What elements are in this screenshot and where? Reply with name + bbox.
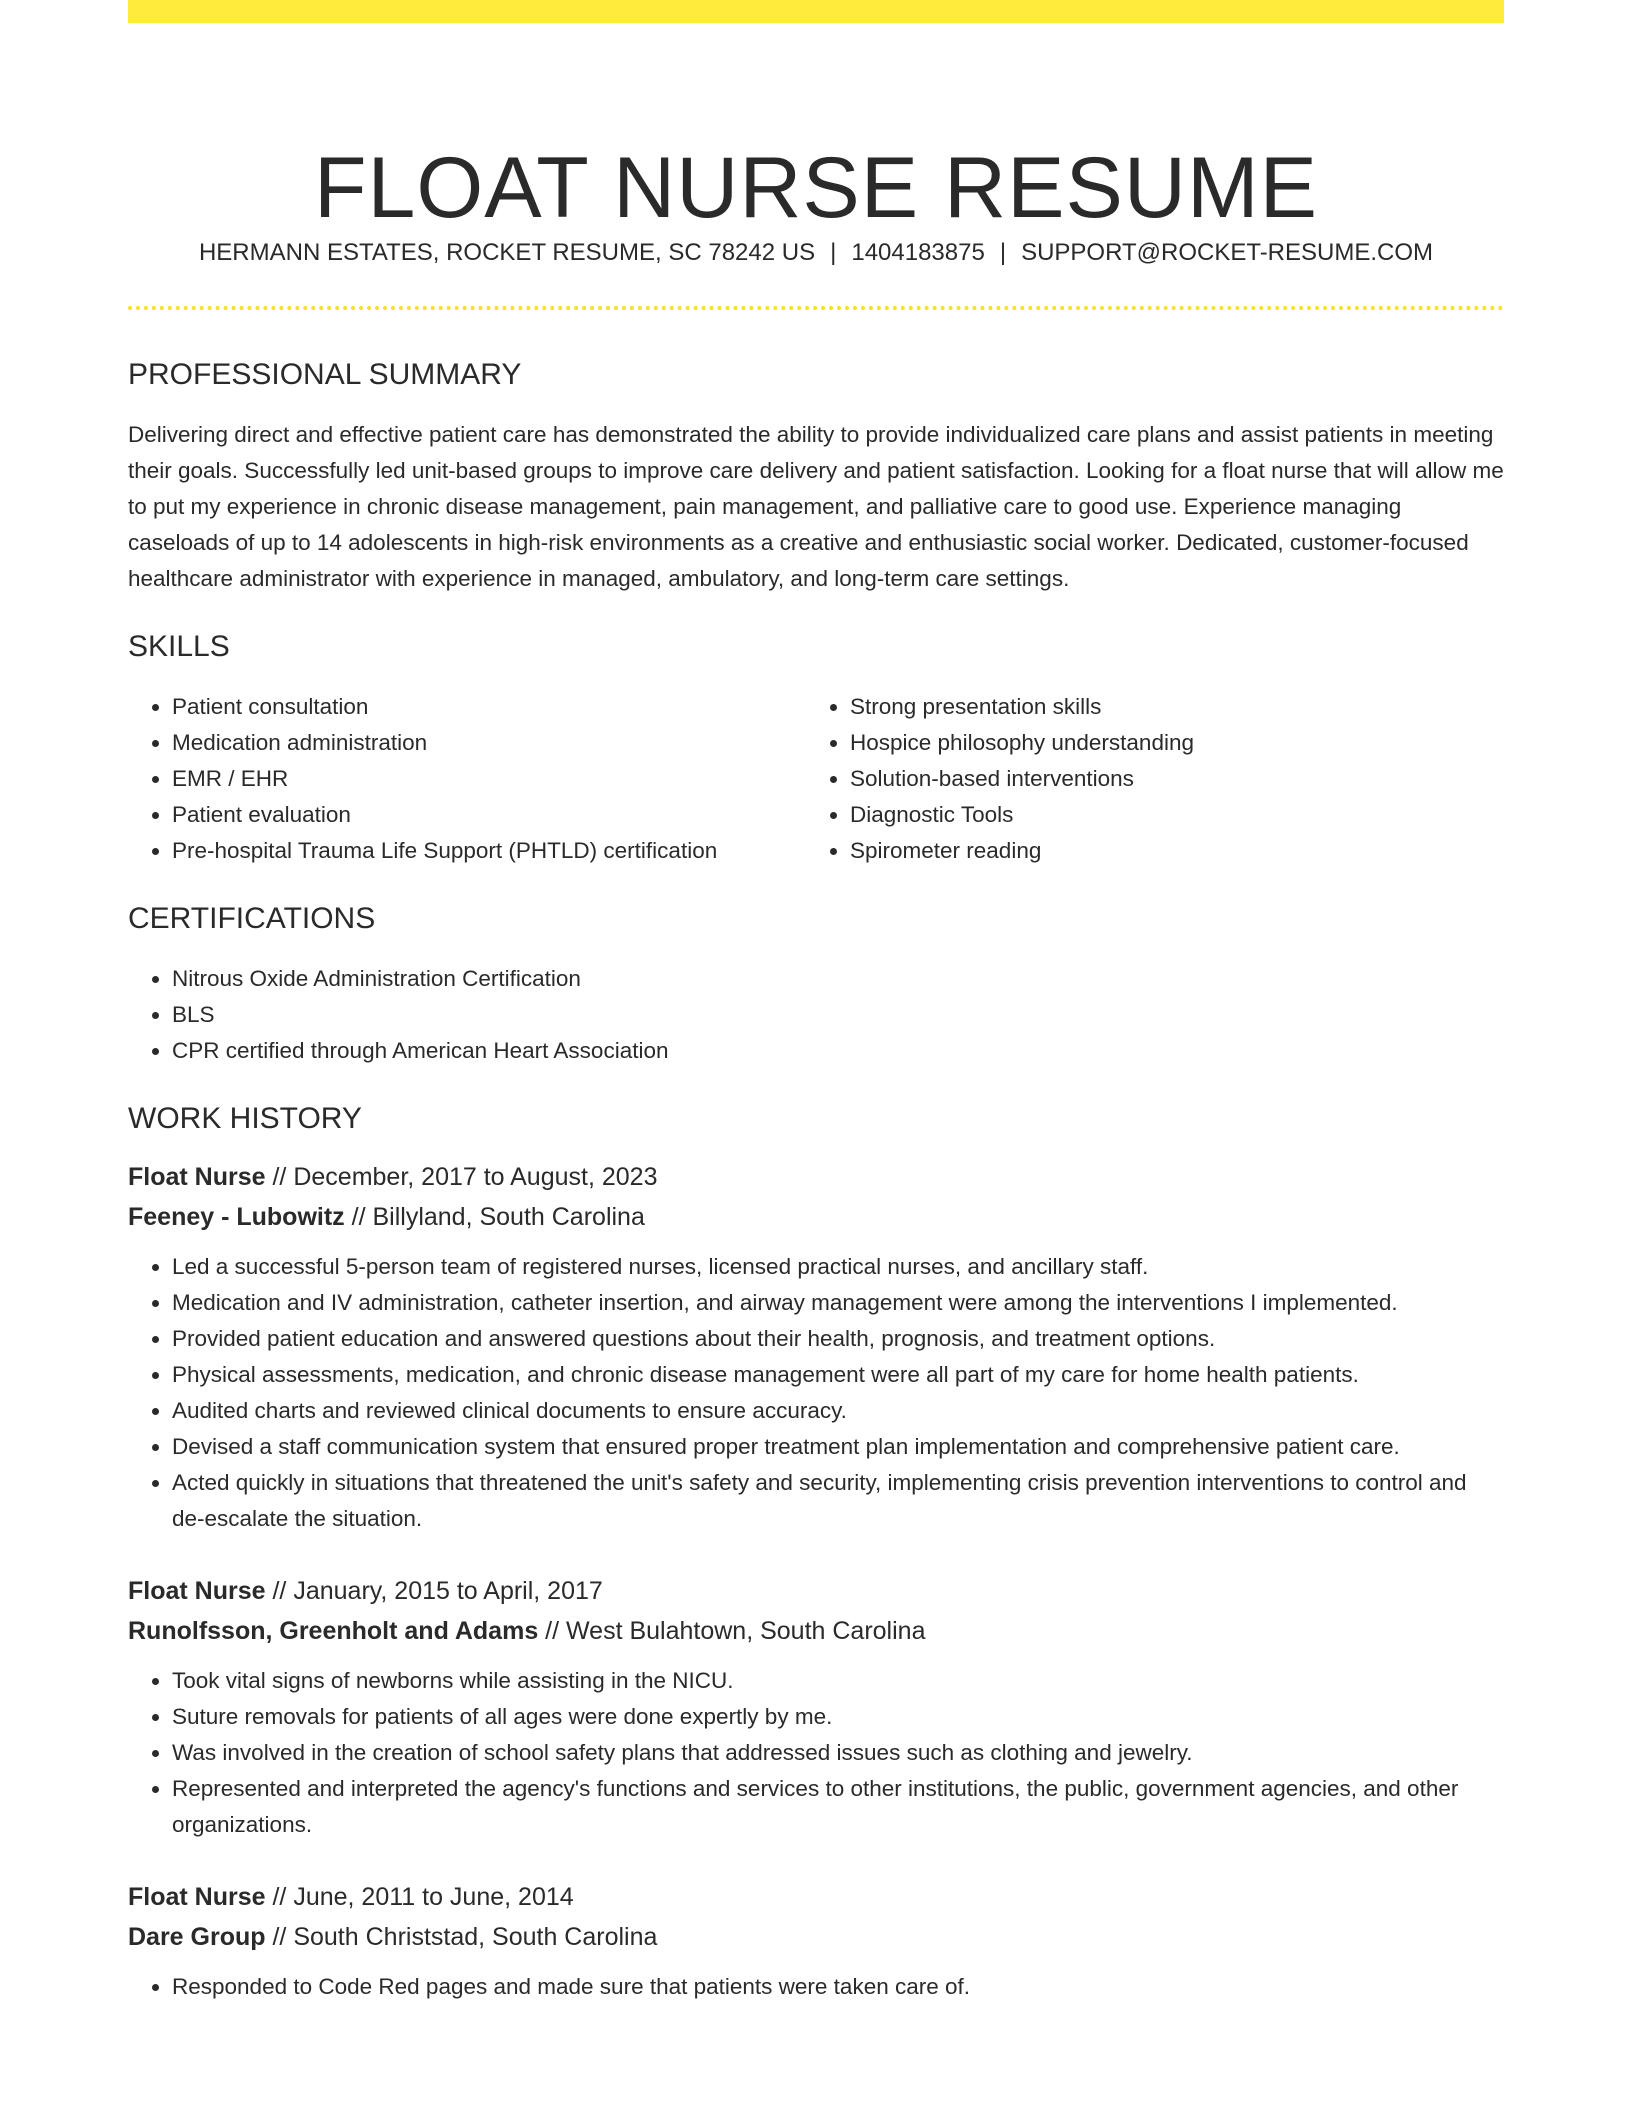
- job-title-line: [128, 1877, 1504, 1917]
- skills-column-right: [806, 689, 1504, 869]
- contact-line: [128, 237, 1504, 269]
- certifications-section: [128, 899, 1504, 1069]
- job-entry: [128, 1877, 1504, 2005]
- job-bullet: • Represented and interpreted the agency's functions and services to other institutions, the public, government agencies, and other organizations.: [172, 1771, 1504, 1843]
- skills-grid: [128, 689, 1504, 869]
- skills-column-left: [128, 689, 806, 869]
- resume-body: [128, 355, 1504, 2005]
- job-bullet: • Acted quickly in situations that threatened the unit's safety and security, implementing crisis prevention interventions to control and de-escalate the situation.: [172, 1465, 1504, 1537]
- job-bullet: • Suture removals for patients of all ages were done expertly by me.: [172, 1699, 1504, 1735]
- skill-item: • Spirometer reading: [850, 833, 1504, 869]
- certification-item: • Nitrous Oxide Administration Certification: [172, 961, 1504, 997]
- job-bullets: [128, 1969, 1504, 2005]
- job-company-line: [128, 1197, 1504, 1237]
- section-heading: PROFESSIONAL SUMMARY: [128, 358, 522, 391]
- job-separator: //: [265, 1923, 294, 1951]
- header-divider: [128, 306, 1504, 310]
- job-company: Dare Group: [128, 1923, 266, 1951]
- contact-separator: |: [830, 239, 837, 266]
- skills-section: [128, 627, 1504, 869]
- skill-item: • Patient consultation: [172, 689, 806, 725]
- work-history-section: [128, 1099, 1504, 2005]
- job-bullet: • Was involved in the creation of school safety plans that addressed issues such as clothing and jewelry.: [172, 1735, 1504, 1771]
- job-bullet: • Physical assessments, medication, and chronic disease management were all part of my care for home health patients.: [172, 1357, 1504, 1393]
- job-bullet: • Devised a staff communication system that ensured proper treatment plan implementation and comprehensive patient care.: [172, 1429, 1504, 1465]
- contact-phone: 1404183875: [851, 239, 985, 266]
- job-bullets: [128, 1249, 1504, 1537]
- job-dates: June, 2011 to June, 2014: [293, 1883, 574, 1911]
- certification-item: • CPR certified through American Heart Association: [172, 1033, 1504, 1069]
- job-title: Float Nurse: [128, 1883, 266, 1911]
- job-entry: [128, 1157, 1504, 1537]
- summary-text: Delivering direct and effective patient care has demonstrated the ability to provide individualized care plans and assist patients in meeting their goals. Successfully led unit-based groups to improve care delivery and patient satisfaction. Looking for a float nurse that will allow me to put my experience in chronic disease management, pain management, and palliative care to good use. Experience managing caseloads of up to 14 adolescents in high-risk environments as a creative and enthusiastic social worker. Dedicated, customer-focused healthcare administrator with experience in managed, ambulatory, and long-term care settings.: [128, 422, 1504, 591]
- job-bullet: • Medication and IV administration, catheter insertion, and airway management were among the interventions I implemented.: [172, 1285, 1504, 1321]
- job-title-line: [128, 1157, 1504, 1197]
- job-separator: //: [538, 1617, 567, 1645]
- job-location: West Bulahtown, South Carolina: [566, 1617, 926, 1645]
- top-accent-bar: [128, 0, 1504, 23]
- contact-separator: |: [999, 239, 1007, 266]
- job-separator: //: [265, 1163, 294, 1191]
- contact-email: SUPPORT@ROCKET-RESUME.COM: [1021, 239, 1434, 266]
- section-heading: SKILLS: [128, 630, 230, 663]
- job-bullet: • Responded to Code Red pages and made sure that patients were taken care of.: [172, 1969, 1504, 2005]
- skill-item: • EMR / EHR: [172, 761, 806, 797]
- job-location: South Christstad, South Carolina: [293, 1923, 658, 1951]
- professional-summary-section: [128, 355, 1504, 597]
- job-company-line: [128, 1611, 1504, 1651]
- job-bullets: [128, 1663, 1504, 1843]
- skills-list-left: [128, 689, 806, 869]
- job-bullet: • Audited charts and reviewed clinical documents to ensure accuracy.: [172, 1393, 1504, 1429]
- skill-item: • Strong presentation skills: [850, 689, 1504, 725]
- job-separator: //: [344, 1203, 373, 1231]
- section-heading: WORK HISTORY: [128, 1102, 362, 1135]
- skills-list-right: [806, 689, 1504, 869]
- job-company: Feeney - Lubowitz: [128, 1203, 345, 1231]
- certifications-list: [128, 961, 1504, 1069]
- section-heading: CERTIFICATIONS: [128, 902, 376, 935]
- job-dates: December, 2017 to August, 2023: [293, 1163, 658, 1191]
- job-entry: [128, 1571, 1504, 1843]
- certification-item: • BLS: [172, 997, 1504, 1033]
- job-title: Float Nurse: [128, 1163, 266, 1191]
- job-dates: January, 2015 to April, 2017: [293, 1577, 603, 1605]
- job-company: Runolfsson, Greenholt and Adams: [128, 1617, 539, 1645]
- skill-item: • Patient evaluation: [172, 797, 806, 833]
- skill-item: • Medication administration: [172, 725, 806, 761]
- skill-item: • Pre-hospital Trauma Life Support (PHTLD) certification: [172, 833, 806, 869]
- job-separator: //: [265, 1883, 294, 1911]
- job-location: Billyland, South Carolina: [372, 1203, 645, 1231]
- resume-title: FLOAT NURSE RESUME: [314, 139, 1318, 236]
- job-bullet: • Provided patient education and answered questions about their health, prognosis, and treatment options.: [172, 1321, 1504, 1357]
- skill-item: • Solution-based interventions: [850, 761, 1504, 797]
- job-title-line: [128, 1571, 1504, 1611]
- skill-item: • Hospice philosophy understanding: [850, 725, 1504, 761]
- job-bullet: • Led a successful 5-person team of registered nurses, licensed practical nurses, and ancillary staff.: [172, 1249, 1504, 1285]
- job-company-line: [128, 1917, 1504, 1957]
- job-separator: //: [265, 1577, 294, 1605]
- job-bullet: • Took vital signs of newborns while assisting in the NICU.: [172, 1663, 1504, 1699]
- job-title: Float Nurse: [128, 1577, 266, 1605]
- skill-item: • Diagnostic Tools: [850, 797, 1504, 833]
- contact-address: HERMANN ESTATES, ROCKET RESUME, SC 78242 US: [198, 239, 816, 266]
